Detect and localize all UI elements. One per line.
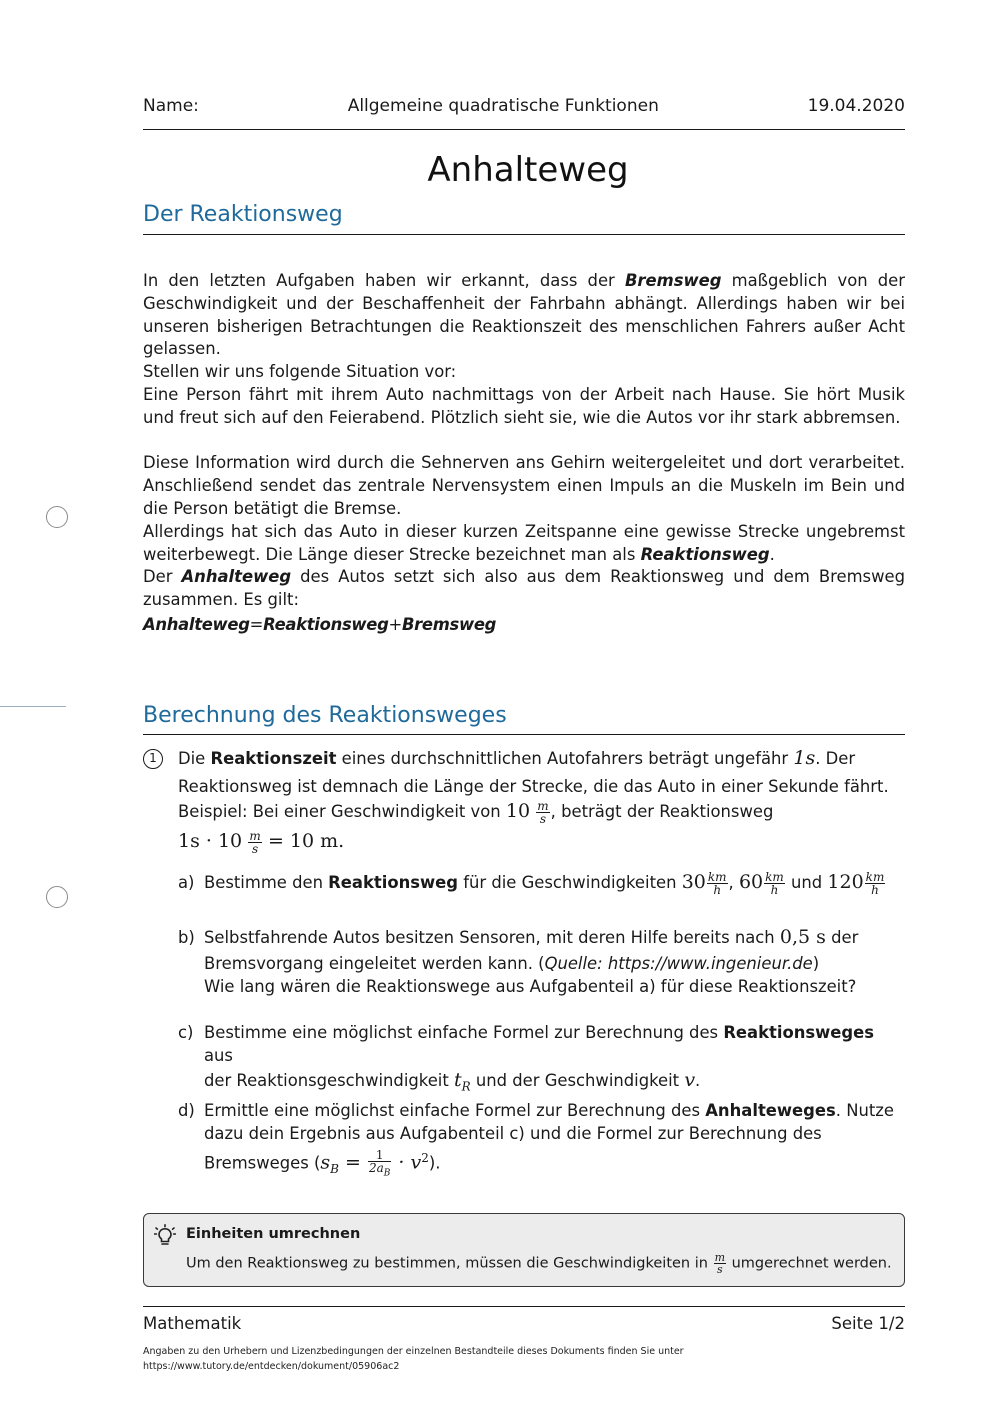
name-label: Name: [143, 96, 199, 116]
document-link[interactable]: https://www.tutory.de/entdecken/dokument/05906ac2 [143, 1361, 400, 1372]
punch-hole-mark [46, 506, 68, 528]
fold-mark [0, 706, 66, 707]
paragraph-2: Stellen wir uns folgende Situation vor: [143, 362, 457, 382]
footer-divider [143, 1306, 905, 1307]
topic-title: Allgemeine quadratische Funktionen [347, 96, 659, 116]
intro-text [143, 270, 905, 637]
tip-text: Um den Reaktionsweg zu bestimmen, müssen die Geschwindigkeiten in $\frac{m}{s}$ umgerechnet werden. [186, 1251, 892, 1276]
section-heading-reaktionsweg: Der Reaktionsweg [143, 202, 343, 227]
page-header [143, 96, 905, 120]
section-divider [143, 734, 905, 735]
paragraph-1: In den letzten Aufgaben haben wir erkannt, dass der Bremsweg maßgeblich von der Geschwindigkeit und der Beschaffenheit der Fahrbahn abhängt. Allerdings haben wir bei unseren bisherigen Betrachtungen die Reaktionszeit des menschlichen Fahrers außer Acht gelassen. [143, 271, 905, 359]
paragraph-6: Der Anhalteweg des Autos setzt sich also aus dem Reaktionsweg und dem Bremsweg zusammen. Es gilt: [143, 567, 905, 610]
section-heading-berechnung: Berechnung des Reaktionsweges [143, 703, 507, 728]
page-number: Seite 1/2 [831, 1314, 905, 1333]
anhalteweg-formula: Anhalteweg=Reaktionsweg+Bremsweg [143, 614, 497, 634]
date: 19.04.2020 [807, 96, 905, 116]
tip-box [143, 1213, 905, 1287]
section-divider [143, 234, 905, 235]
paragraph-3: Eine Person fährt mit ihrem Auto nachmittags von der Arbeit nach Hause. Sie hört Musik und freut sich auf den Feierabend. Plötzlich sieht sie, wie die Autos vor ihr stark abbremsen. [143, 384, 905, 427]
paragraph-4: Diese Information wird durch die Sehnerven ans Gehirn weitergeleitet und dort verarbeitet. Anschließend sendet das zentrale Nervensystem einen Impuls an die Muskeln im Bein und die Person betätigt die Bremse. [143, 453, 905, 518]
punch-hole-mark [46, 886, 68, 908]
lightbulb-icon [154, 1224, 176, 1248]
task-number-badge: 1 [143, 749, 163, 769]
task-intro: Die Reaktionszeit eines durchschnittlichen Autofahrers beträgt ungefähr 1s. Der Reaktionsweg ist demnach die Länge der Strecke, die das Auto in einer Sekunde fährt. Beispiel: Bei einer Geschwindigkeit von 10 $\frac{m}{s}$ , beträgt der Reaktionsweg 1s · 10 $\frac{m}{s}$ = 10 m. [178, 747, 889, 856]
header-divider [143, 129, 905, 130]
page-title: Anhalteweg [427, 150, 629, 190]
worksheet-page: Name: Allgemeine quadratische Funktionen 19.04.2020 Anhalteweg Der Reaktionsweg In den letzten Aufgaben haben wir erkannt, dass der Bremsweg maßgeblich von der Geschwindigkeit und der Beschaffenheit der Fahrbahn abhängt. Allerdings haben wir bei unseren bisherigen Betrachtungen die Reaktionszeit des menschlichen Fahrers außer Acht gelassen. Stellen wir uns folgende Situation vor: Eine Person fährt mit ihrem Auto nachmittags von der Arbeit nach Hause. Sie hört Musik und freut sich auf den Feierabend. Plötzlich sieht sie, wie die Autos vor ihr stark abbremsen. Diese Information wird durch die Sehnerven ans Gehirn weitergeleitet und dort verarbeitet. Anschließend sendet das zentrale Nervensystem einen Impuls an die Muskeln im Bein und die Person betätigt die Bremse. Allerdings hat sich das Auto in dieser kurzen Zeitspanne eine gewisse Strecke ungebremst weiterbewegt. Die Länge dieser Strecke bezeichnet man als Reaktionsweg. Der Anhalteweg des Autos setzt sich also aus dem Reaktionsweg und dem Bremsweg zusammen. Es gilt: Anhalteweg=Reaktionsweg+Bremsweg Berechnung des Reaktionsweges 1 Die Reaktionszeit eines durchschnittlichen Autofahrers beträgt ungefähr 1s. Der Reaktionsweg ist demnach die Länge der Strecke, die das Auto in einer Sekunde fährt. Beispiel: Bei einer Geschwindigkeit von 10 $\frac{m}{s}$ , beträgt der Reaktionsweg 1s · 10 $\frac{m}{s}$ = 10 m. a) Bestimme den Reaktionsweg für die Geschwindigkeiten 30 $\frac{km}{h}$ , 60 $\frac{km}{h}$ und 120 $\frac{km}{h}$ b) Selbstfahrende Autos besitzen Sensoren, mit deren Hilfe bereits nach 0,5 s der Bremsvorgang eingeleitet werden kann. (Quelle: https://www.ingenieur.de) Wie lang wären die Reaktionswege aus Aufgabenteil a) für diese Reaktionszeit? c) Bestimme eine möglichst einfache Formel zur Berechnung des Reaktionsweges aus der Reaktionsgeschwindigkeit $t_R$ und der Geschwindigkeit v. d) Ermittle eine möglichst einfache Formel zur Berechnung des Anhalteweges. Nutze dazu dein Ergebnis aus Aufgabenteil c) und die Formel zur Berechnung des Bremsweges ($s_B$ = $\frac{1}{2a_B}$ · $v^2$). Einheiten umrechnen Um den Reaktionsweg zu bestimmen, müssen die Geschwindigkeiten in $\frac{m}{s}$ umgerechnet werden. Mathematik Seite 1/2 Angaben zu den Urhebern und Lizenzbedingungen der einzelnen Bestandteile dieses Dokuments finden Sie unter https://www.tutory.de/entdecken/dokument/05906ac2 [0, 0, 1000, 1416]
subject-label: Mathematik [143, 1314, 242, 1333]
license-note: Angaben zu den Urhebern und Lizenzbedingungen der einzelnen Bestandteile dieses Dokuments finden Sie unter https://www.tutory.de/entdecken/dokument/05906ac2 [143, 1344, 843, 1374]
page-footer [143, 1314, 905, 1333]
tip-title: Einheiten umrechnen [186, 1226, 361, 1242]
paragraph-5: Allerdings hat sich das Auto in dieser kurzen Zeitspanne eine gewisse Strecke ungebremst weiterbewegt. Die Länge dieser Strecke bezeichnet man als Reaktionsweg. [143, 521, 905, 564]
